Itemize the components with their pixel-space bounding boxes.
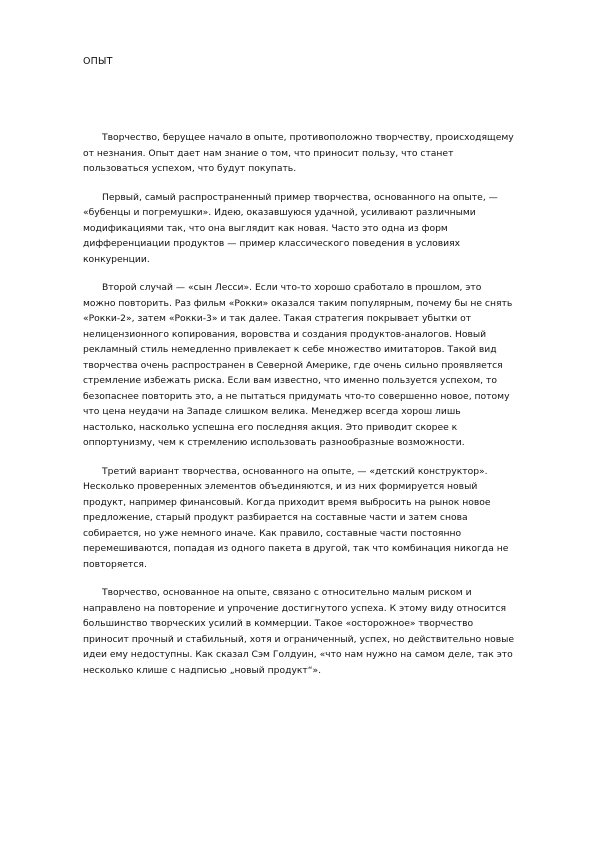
paragraph-5: Творчество, основанное на опыте, связано с относительно малым риском и направлено на повторение и упрочение достигнутого успеха. К этому виду относится большинство творческих усилий в коммерции. Такое «осторожное» творчество приносит прочный и стабильный, хотя и ограниченный, успех, но действительно новые идеи ему недоступны. Как сказал Сэм Голдуин, «что нам нужно на самом деле, так это несколько клише с надписью „новый продукт“». [83,587,515,676]
body-text [83,130,516,691]
paragraph-2: Первый, самый распространенный пример творчества, основанного на опыте, — «бубенцы и погремушки». Идею, оказавшуюся удачной, усиливают различными модификациями так, что она выглядит как новая. Часто это одна из форм дифференциации продуктов — пример классического поведения в условиях конкуренции. [83,191,498,265]
paragraph-1: Творчество, берущее начало в опыте, противоположно творчеству, происходящему от незнания. Опыт дает нам знание о том, что приносит пользу, что станет пользоваться успехом, что будут покупать. [83,132,514,174]
page-title: ОПЫТ [83,56,113,67]
paragraph-3: Второй случай — «сын Лесси». Если что-то хорошо сработало в прошлом, это можно повторить. Раз фильм «Рокки» оказался таким популярным, почему бы не снять «Рокки-2», затем «Рокки-3» и так далее. Такая стратегия покрывает убытки от нелицензионного копирования, воровства и создания продуктов-аналогов. Новый рекламный стиль немедленно привлекает к себе множество имитаторов. Такой вид творчества очень распространен в Северной Америке, где очень сильно проявляется стремление избежать риска. Если вам известно, что именно пользуется успехом, то безопаснее повторить это, а не пытаться придумать что-то совершенно новое, потому что цена неудачи на Западе слишком велика. Менеджер всегда хорош лишь настолько, насколько успешна его последняя акция. Это приводит скорее к оппортунизму, чем к стремлению использовать разнообразные возможности. [83,282,513,448]
paragraph-4: Третий вариант творчества, основанного на опыте, — «детский конструктор». Несколько проверенных элементов объединяются, и из них формируется новый продукт, например финансовый. Когда приходит время выбросить на рынок новое предложение, старый продукт разбирается на составные части и затем снова собирается, но уже немного иначе. Как правило, составные части постоянно перемешиваются, попадая из одного пакета в другой, так что комбинация никогда не повторяется. [83,465,509,570]
